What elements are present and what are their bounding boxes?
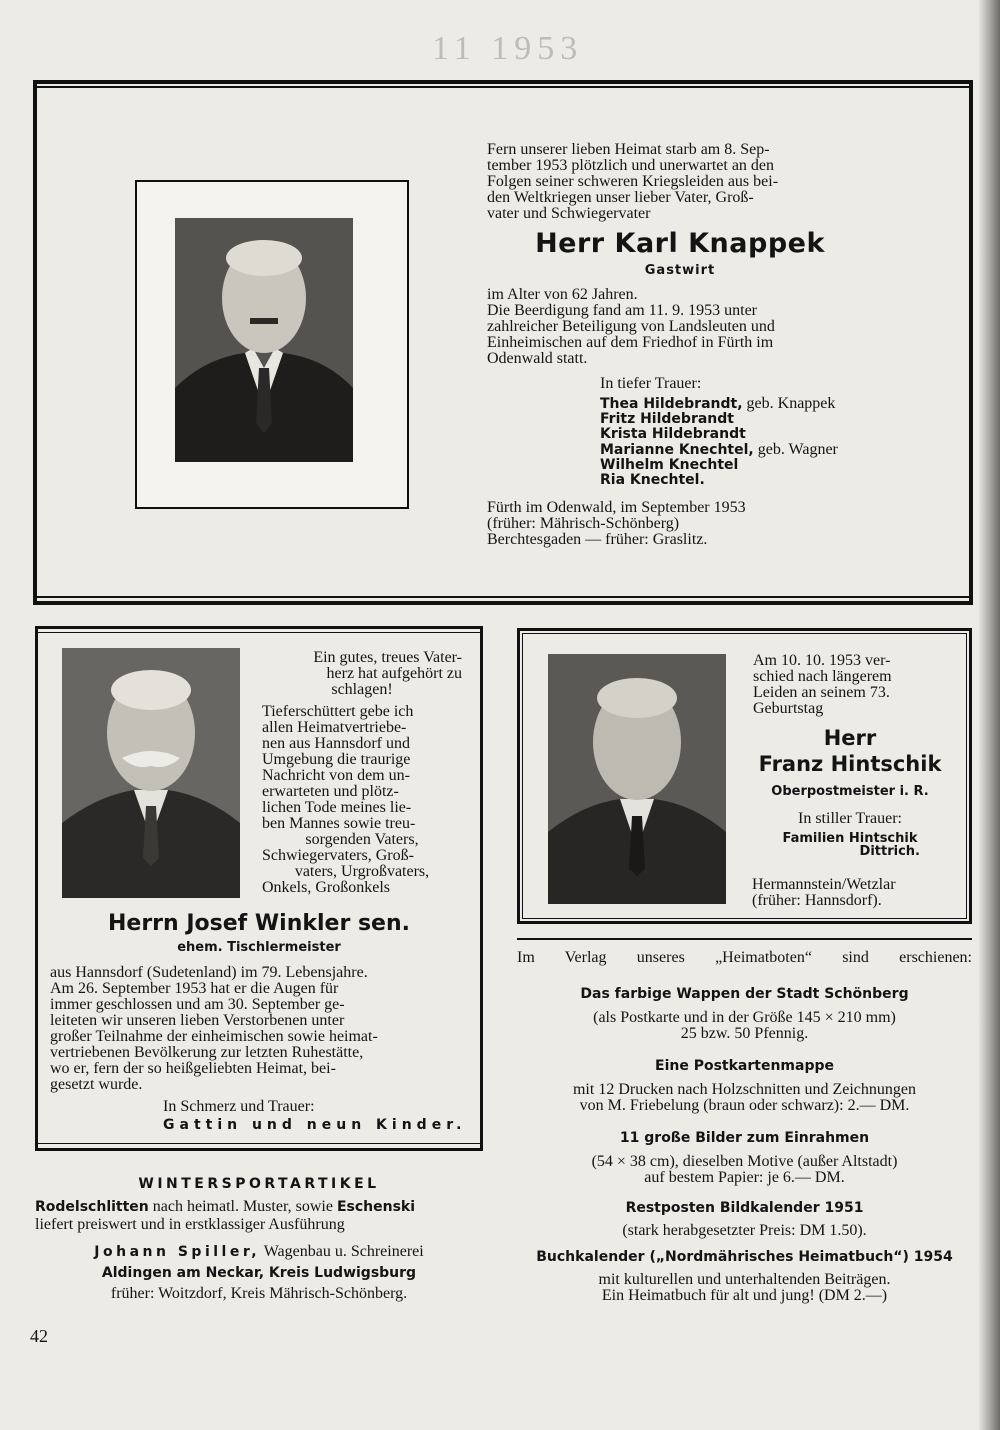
ad-winter-heading: WINTERSPORTARTIKEL	[138, 1176, 380, 1192]
text-line: ben Mannes sowie treu-	[262, 815, 416, 832]
ad-winter-line1	[35, 1199, 415, 1215]
ad-winter-company	[35, 1244, 483, 1260]
text-line: zahlreicher Beteiligung von Landsleuten und	[487, 318, 775, 335]
text-line: Einheimischen auf dem Friedhof in Fürth im	[487, 334, 774, 351]
date-stamp: 11 1953	[432, 30, 584, 67]
text-line: vertriebenen Bevölkerung zur letzten Ruhestätte,	[50, 1044, 364, 1061]
mourner-name: Ria Knechtel.	[600, 472, 705, 488]
text-line: (als Postkarte und in der Größe 145 × 210 mm)	[593, 1009, 896, 1026]
text-line: Geburtstag	[753, 700, 824, 717]
text-line: großer Teilnahme der einheimischen sowie heimat-	[50, 1028, 378, 1045]
text-line: schlagen!	[331, 681, 393, 698]
verlag-item-text	[517, 1154, 972, 1186]
deceased-name-knappek: Herr Karl Knappek	[535, 228, 825, 259]
mourner-name: Thea Hildebrandt,	[600, 396, 743, 412]
text-line: Schwiegervaters, Groß-	[262, 847, 414, 864]
obituary-knappek-inner-top-rule	[33, 86, 973, 88]
mourner-row	[600, 396, 838, 412]
text-line: von M. Friebelung (braun oder schwarz): 2.— DM.	[579, 1097, 910, 1114]
occupation-winkler: ehem. Tischlermeister	[177, 940, 341, 955]
text-line: Hermannstein/Wetzlar	[752, 876, 896, 893]
mourner-row	[600, 473, 838, 488]
ad-winter-product-1: Rodelschlitten	[35, 1199, 149, 1215]
text-line: Am 26. September 1953 hat er die Augen für	[50, 980, 339, 997]
mourners-list-knappek	[600, 396, 838, 488]
page-number: 42	[30, 1326, 48, 1346]
text-line: vaters, Urgroßvaters,	[294, 863, 430, 880]
portrait-photo-hintschik	[548, 654, 726, 904]
page-edge-shadow	[978, 0, 1000, 1430]
winkler-side-text	[262, 650, 462, 896]
verlag-item-title: Eine Postkartenmappe	[655, 1058, 834, 1074]
knappek-body	[487, 287, 877, 367]
winkler-body	[50, 965, 470, 1093]
text-line: nen aus Hannsdorf und	[262, 735, 410, 752]
text-line: Tieferschüttert gebe ich	[262, 703, 414, 720]
text-line: tember 1953 plötzlich und unerwartet an den	[487, 157, 775, 174]
winkler-bottom-rule-thin	[35, 1143, 483, 1144]
title-hintschik: Herr	[823, 726, 877, 750]
winkler-right-rule	[480, 626, 483, 1151]
text-line: allen Heimatvertriebe-	[262, 719, 407, 736]
text-line: immer geschlossen und am 30. September ge-	[50, 996, 345, 1013]
text-line: Familien Hintschik	[782, 831, 918, 846]
verlag-item-text	[517, 1082, 972, 1114]
mourner-note: geb. Knappek	[742, 395, 836, 412]
ad-winter-former: früher: Woitzdorf, Kreis Mährisch-Schönberg.	[110, 1285, 408, 1302]
winkler-top-rule	[35, 626, 483, 629]
hintschik-footer	[752, 877, 896, 909]
ad-winter-company-name: Johann Spiller,	[94, 1244, 261, 1260]
ad-winter-text: nach heimatl. Muster, sowie	[148, 1198, 337, 1215]
signature-winkler: Gattin und neun Kinder.	[163, 1117, 467, 1133]
occupation-hintschik: Oberpostmeister i. R.	[771, 784, 929, 799]
text-line: Ein gutes, treues Vater-	[313, 649, 462, 666]
text-line: Dittrich.	[859, 844, 920, 859]
text-line: Die Beerdigung fand am 11. 9. 1953 unter	[487, 302, 758, 319]
text-line: im Alter von 62 Jahren.	[487, 286, 638, 303]
ad-winter-address: Aldingen am Neckar, Kreis Ludwigsburg	[101, 1265, 417, 1281]
text-line: aus Hannsdorf (Sudetenland) im 79. Lebensjahre.	[50, 964, 368, 981]
mourner-row	[600, 412, 838, 427]
verlag-item-title: Buchkalender („Nordmährisches Heimatbuch“) 1954	[536, 1249, 953, 1265]
text-line: Fürth im Odenwald, im September 1953	[487, 499, 746, 516]
text-line: Onkels, Großonkels	[262, 879, 390, 896]
winkler-left-rule	[35, 626, 38, 1151]
ad-winter-product-2: Eschenski	[336, 1199, 416, 1215]
text-line: Nachricht von dem un-	[262, 767, 410, 784]
verlag-intro: Im Verlag unseres „Heimatboten“ sind erschienen:	[517, 949, 972, 966]
text-line: erwarteten und plötz-	[262, 783, 399, 800]
ad-winter-line2: liefert preiswert und in erstklassiger Ausführung	[35, 1216, 345, 1233]
mourning-label-hintschik: In stiller Trauer:	[798, 810, 902, 827]
text-line: schied nach längerem	[753, 668, 892, 685]
mourner-note: geb. Wagner	[753, 441, 838, 458]
text-line: (früher: Mährisch-Schönberg)	[487, 515, 680, 532]
mourner-name: Krista Hildebrandt	[600, 426, 746, 442]
verlag-item-text	[517, 1272, 972, 1304]
verlag-item-title: Restposten Bildkalender 1951	[625, 1200, 864, 1216]
mourner-row	[600, 427, 838, 442]
mourner-name: Fritz Hildebrandt	[600, 411, 734, 427]
hintschik-side-text	[753, 653, 943, 717]
text-line: mit 12 Drucken nach Holzschnitten und Zeichnungen	[572, 1081, 916, 1098]
knappek-footer	[487, 500, 746, 548]
text-line: Odenwald statt.	[487, 350, 588, 367]
text-line: Fern unserer lieben Heimat starb am 8. Sep-	[487, 141, 770, 158]
text-line: (54 × 38 cm), dieselben Motive (außer Altstadt)	[591, 1153, 898, 1170]
text-line: Ein Heimatbuch für alt und jung! (DM 2.—)	[601, 1287, 888, 1304]
text-line: den Weltkriegen unser lieber Vater, Groß-	[487, 189, 754, 206]
text-line: Umgebung die traurige	[262, 751, 411, 768]
knappek-intro	[487, 142, 873, 222]
mourning-label-winkler: In Schmerz und Trauer:	[163, 1098, 315, 1115]
text-line: vater und Schwiegervater	[487, 205, 651, 222]
deceased-name-hintschik: Franz Hintschik	[758, 752, 942, 776]
text-line: wo er, fern der so heißgeliebten Heimat, bei-	[50, 1060, 336, 1077]
text-line: herz hat aufgehört zu	[326, 665, 462, 682]
portrait-photo-winkler	[62, 648, 240, 898]
text-line: Berchtesgaden — früher: Graslitz.	[487, 531, 708, 548]
mourner-row	[600, 442, 838, 458]
winkler-bottom-rule	[35, 1148, 483, 1151]
text-line: Leiden an seinem 73.	[753, 684, 890, 701]
portrait-photo-knappek	[175, 218, 353, 462]
mourner-row	[600, 458, 838, 473]
text-line: (stark herabgesetzter Preis: DM 1.50).	[622, 1222, 867, 1239]
text-line: gesetzt wurde.	[50, 1076, 143, 1093]
text-line: sorgenden Vaters,	[305, 831, 419, 848]
obituary-knappek-inner-bottom-rule	[33, 596, 973, 598]
text-line: (früher: Hannsdorf).	[752, 892, 882, 909]
text-line: Am 10. 10. 1953 ver-	[753, 652, 891, 669]
family-hintschik	[752, 832, 948, 858]
text-line: lichen Tode meines lie-	[262, 799, 412, 816]
verlag-item-text	[517, 1010, 972, 1042]
verlag-item-title: 11 große Bilder zum Einrahmen	[619, 1130, 870, 1146]
text-line: Folgen seiner schweren Kriegsleiden aus bei-	[487, 173, 779, 190]
ad-winter-company-rest: Wagenbau u. Schreinerei	[260, 1243, 424, 1260]
mourning-label-knappek: In tiefer Trauer:	[600, 375, 702, 392]
text-line: 25 bzw. 50 Pfennig.	[680, 1025, 809, 1042]
deceased-name-winkler: Herrn Josef Winkler sen.	[107, 911, 410, 936]
verlag-item-title: Das farbige Wappen der Stadt Schönberg	[580, 986, 909, 1002]
verlag-top-rule	[517, 938, 972, 940]
text-line: auf bestem Papier: je 6.— DM.	[644, 1169, 845, 1186]
verlag-item-text	[517, 1223, 972, 1239]
winkler-top-rule-thin	[35, 632, 483, 633]
occupation-knappek: Gastwirt	[644, 263, 716, 278]
text-line: mit kulturellen und unterhaltenden Beiträgen.	[598, 1271, 891, 1288]
mourner-name: Marianne Knechtel,	[600, 442, 754, 458]
text-line: leiteten wir unseren lieben Verstorbenen unter	[50, 1012, 345, 1029]
mourner-name: Wilhelm Knechtel	[600, 457, 739, 473]
